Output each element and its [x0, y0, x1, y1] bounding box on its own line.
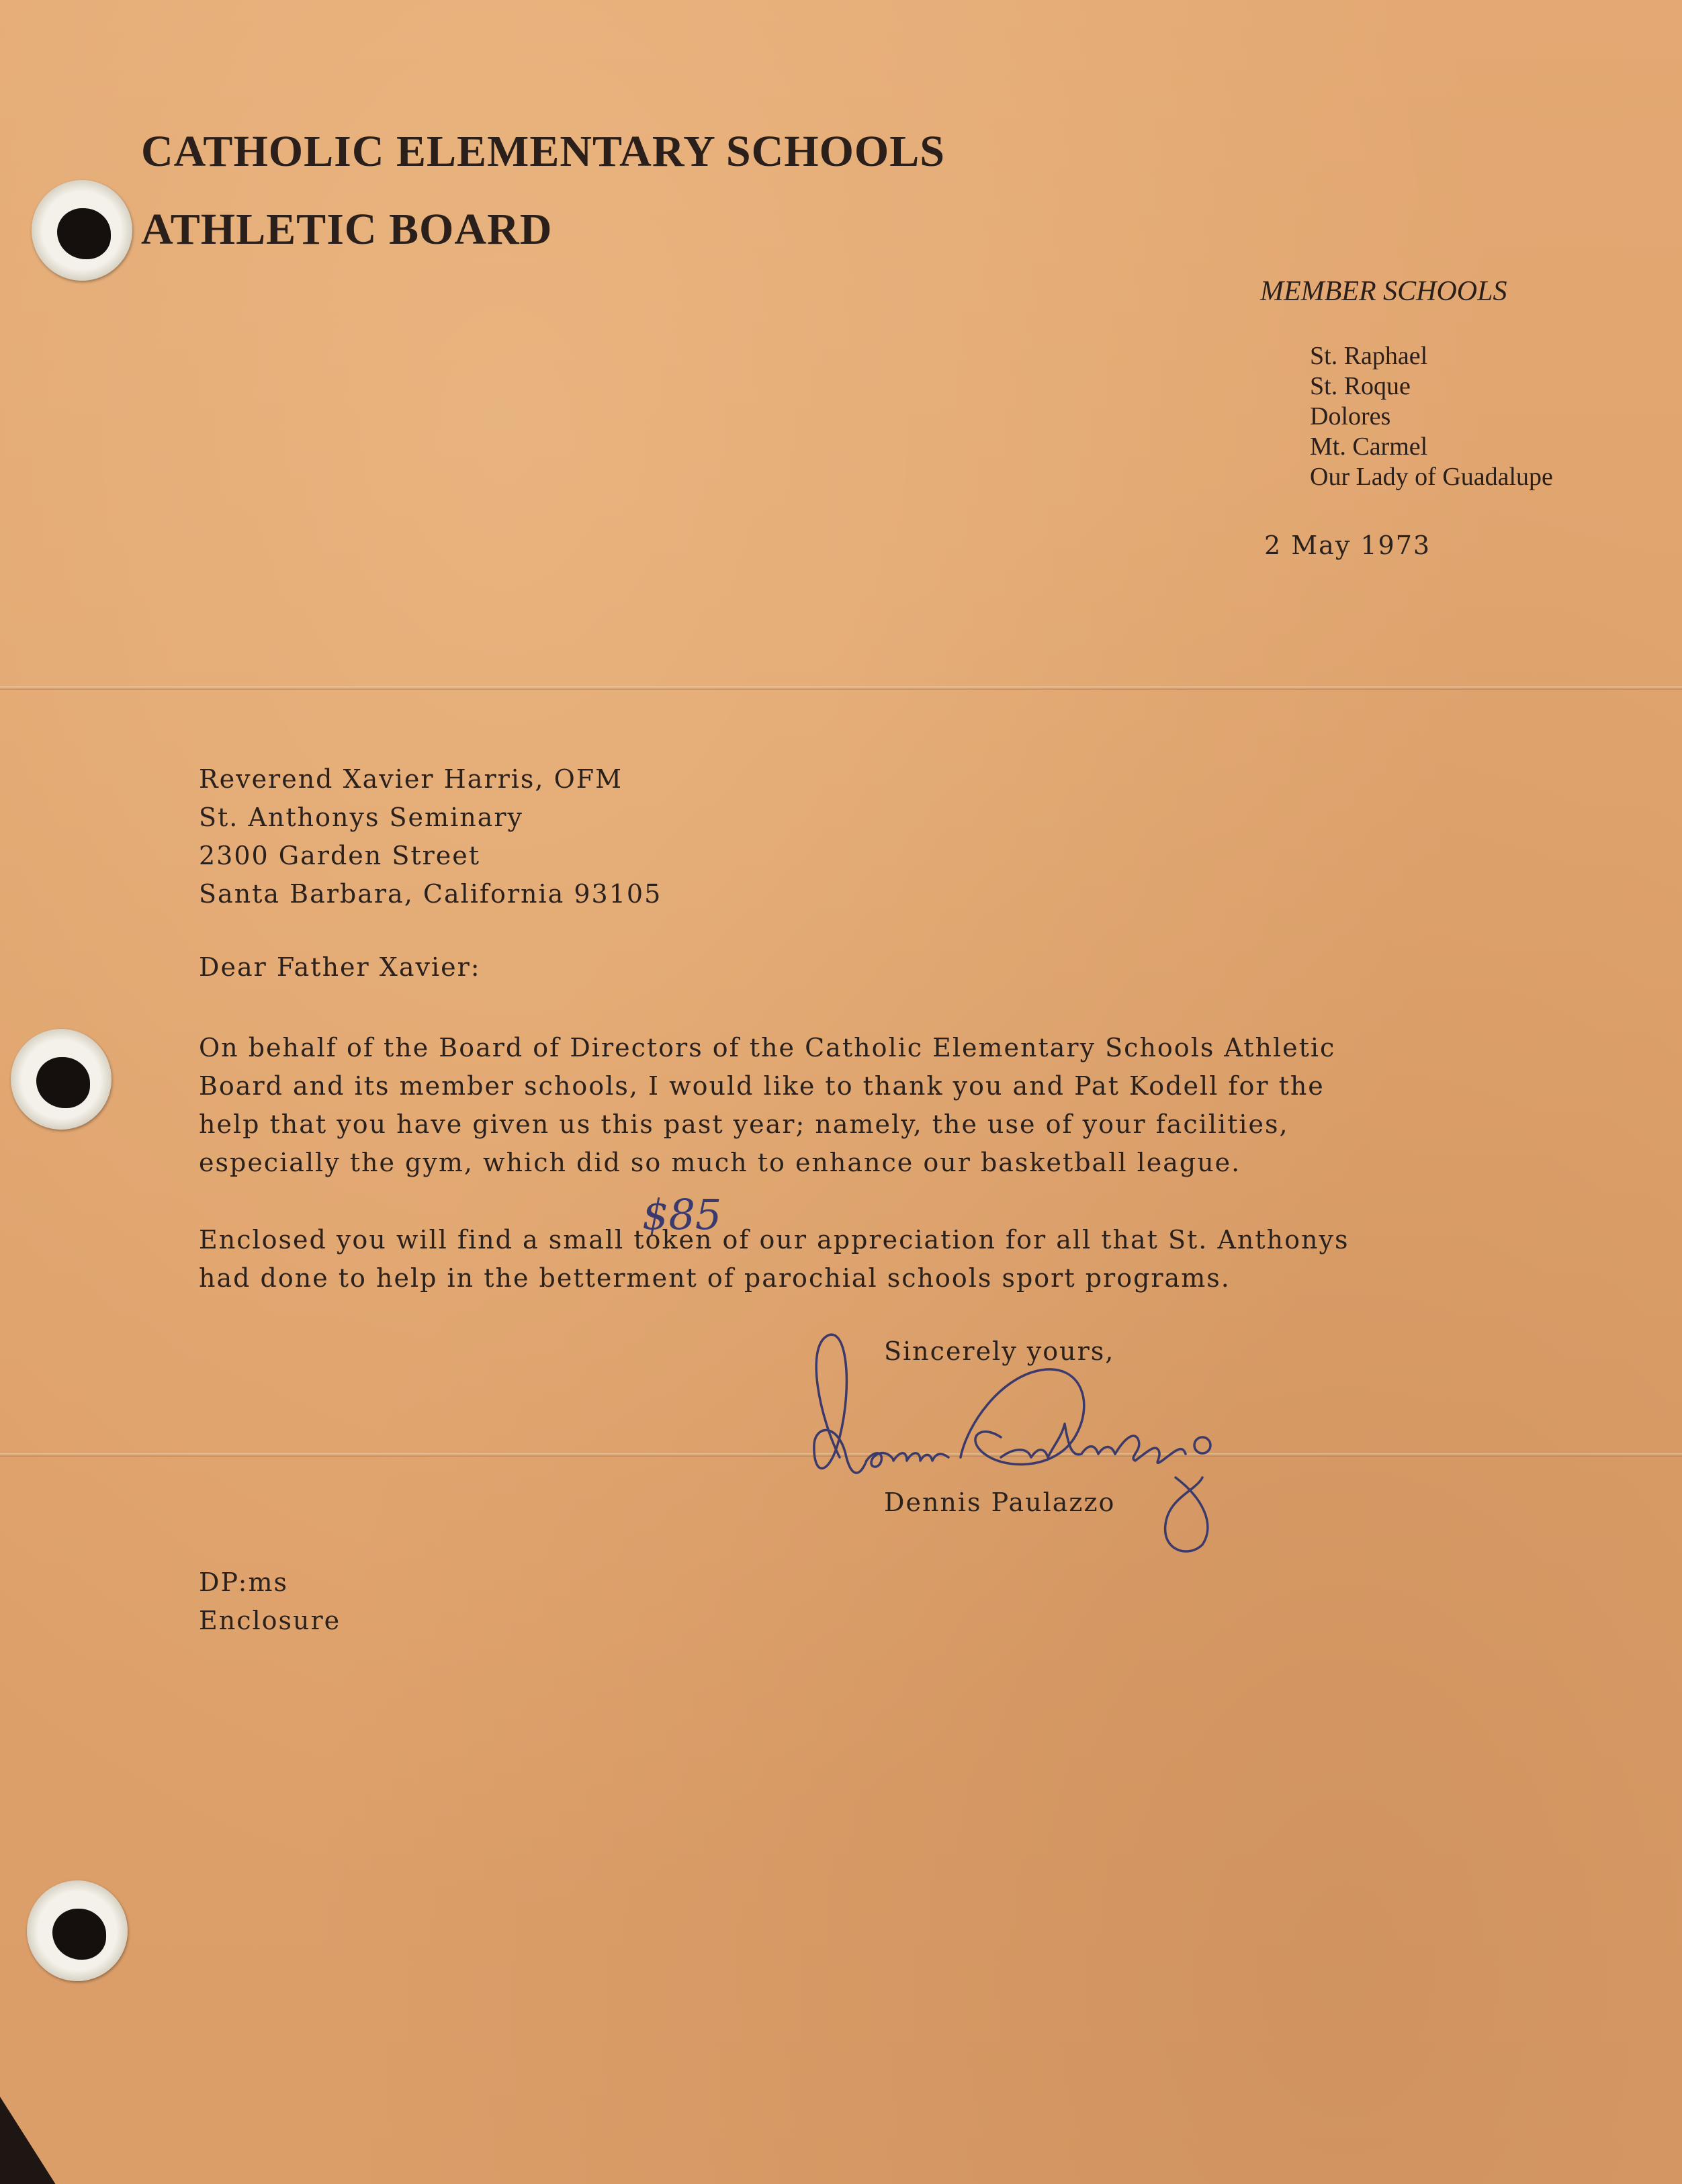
- letter-date: 2 May 1973: [1264, 531, 1431, 560]
- recipient-street: 2300 Garden Street: [199, 841, 481, 870]
- member-schools-title: MEMBER SCHOOLS: [1260, 276, 1507, 307]
- body-line: had done to help in the betterment of parochial schools sport programs.: [199, 1263, 1231, 1293]
- signature-image: [799, 1323, 1283, 1565]
- body-line: Enclosed you will find a small token of our appreciation for all that St. Anthonys: [199, 1225, 1349, 1255]
- recipient-address: [199, 760, 662, 913]
- background-corner: [0, 2097, 101, 2184]
- body-paragraph-1: [199, 1029, 1335, 1182]
- body-line: help that you have given us this past year; namely, the use of your facilities,: [199, 1109, 1289, 1139]
- punch-hole-middle: [11, 1029, 112, 1130]
- body-line: especially the gym, which did so much to enhance our basketball league.: [199, 1148, 1241, 1177]
- punch-hole-bottom: [27, 1880, 128, 1981]
- member-schools-list: [1310, 341, 1553, 492]
- body-line: On behalf of the Board of Directors of the Catholic Elementary Schools Athletic: [199, 1033, 1336, 1062]
- recipient-city: Santa Barbara, California 93105: [199, 879, 662, 909]
- recipient-organization: St. Anthonys Seminary: [199, 803, 523, 832]
- member-school: St. Raphael: [1310, 342, 1428, 370]
- enclosure-note: Enclosure: [199, 1606, 341, 1635]
- salutation: Dear Father Xavier:: [199, 952, 481, 982]
- handwritten-amount: [638, 1177, 732, 1244]
- handwritten-amount-text: $85: [642, 1190, 722, 1239]
- reference-block: [199, 1563, 341, 1640]
- letterhead-line-1: CATHOLIC ELEMENTARY SCHOOLS: [141, 127, 945, 176]
- member-school: Dolores: [1310, 402, 1391, 430]
- body-line: Board and its member schools, I would like to thank you and Pat Kodell for the: [199, 1071, 1325, 1101]
- member-school: Our Lady of Guadalupe: [1310, 463, 1553, 491]
- reference-initials: DP:ms: [199, 1567, 289, 1597]
- recipient-name: Reverend Xavier Harris, OFM: [199, 764, 623, 794]
- letterhead-line-2: ATHLETIC BOARD: [141, 205, 553, 254]
- closing: Sincerely yours,: [884, 1336, 1115, 1366]
- punch-hole-top: [32, 180, 132, 281]
- body-paragraph-2: [199, 1221, 1349, 1298]
- member-school: St. Roque: [1310, 372, 1411, 400]
- member-school: Mt. Carmel: [1310, 433, 1428, 461]
- signer-name: Dennis Paulazzo: [884, 1488, 1116, 1517]
- paper-fold-upper: [0, 686, 1682, 690]
